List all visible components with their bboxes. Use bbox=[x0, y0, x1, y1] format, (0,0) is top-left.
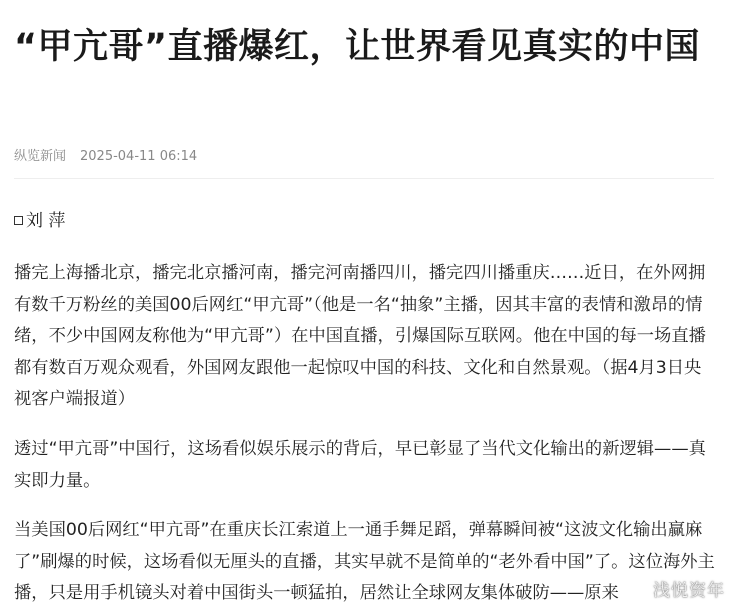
source-name[interactable]: 纵览新闻 bbox=[14, 149, 67, 164]
watermark: 浅悦资年 bbox=[653, 581, 725, 601]
paragraph-2: 透过“甲亢哥”中国行，这场看似娱乐展示的背后，早已彰显了当代文化输出的新逻辑——真实即力量。 bbox=[14, 439, 706, 491]
paragraph-3: 当美国00后网红“甲亢哥”在重庆长江索道上一通手舞足蹈，弹幕瞬间被“这波文化输出赢麻了”刷爆的时候，这场看似无厘头的直播，其实早就不是简单的“老外看中国”了。这位海外主播，只是用手机镜头对着中国街头一顿猛拍，居然让全球网友集体破防——原来 bbox=[14, 520, 715, 603]
author-line bbox=[14, 207, 65, 235]
publish-date: 2025-04-11 06:14 bbox=[80, 149, 198, 164]
square-bullet-icon bbox=[14, 216, 23, 225]
article-title: “甲亢哥”直播爆红，让世界看见真实的中国 bbox=[14, 27, 701, 67]
article-meta bbox=[14, 145, 197, 164]
author-name: 刘 萍 bbox=[26, 211, 66, 231]
divider bbox=[14, 178, 714, 179]
paragraph-1: 播完上海播北京，播完北京播河南，播完河南播四川，播完四川播重庆……近日，在外网拥有数千万粉丝的美国00后网红“甲亢哥”（他是一名“抽象”主播，因其丰富的表情和激昂的情绪，不少中国网友称他为“甲亢哥”）在中国直播，引爆国际互联网。他在中国的每一场直播都有数百万观众观看，外国网友跟他一起惊叹中国的科技、文化和自然景观。（据4月3日央视客户端报道） bbox=[14, 263, 706, 409]
